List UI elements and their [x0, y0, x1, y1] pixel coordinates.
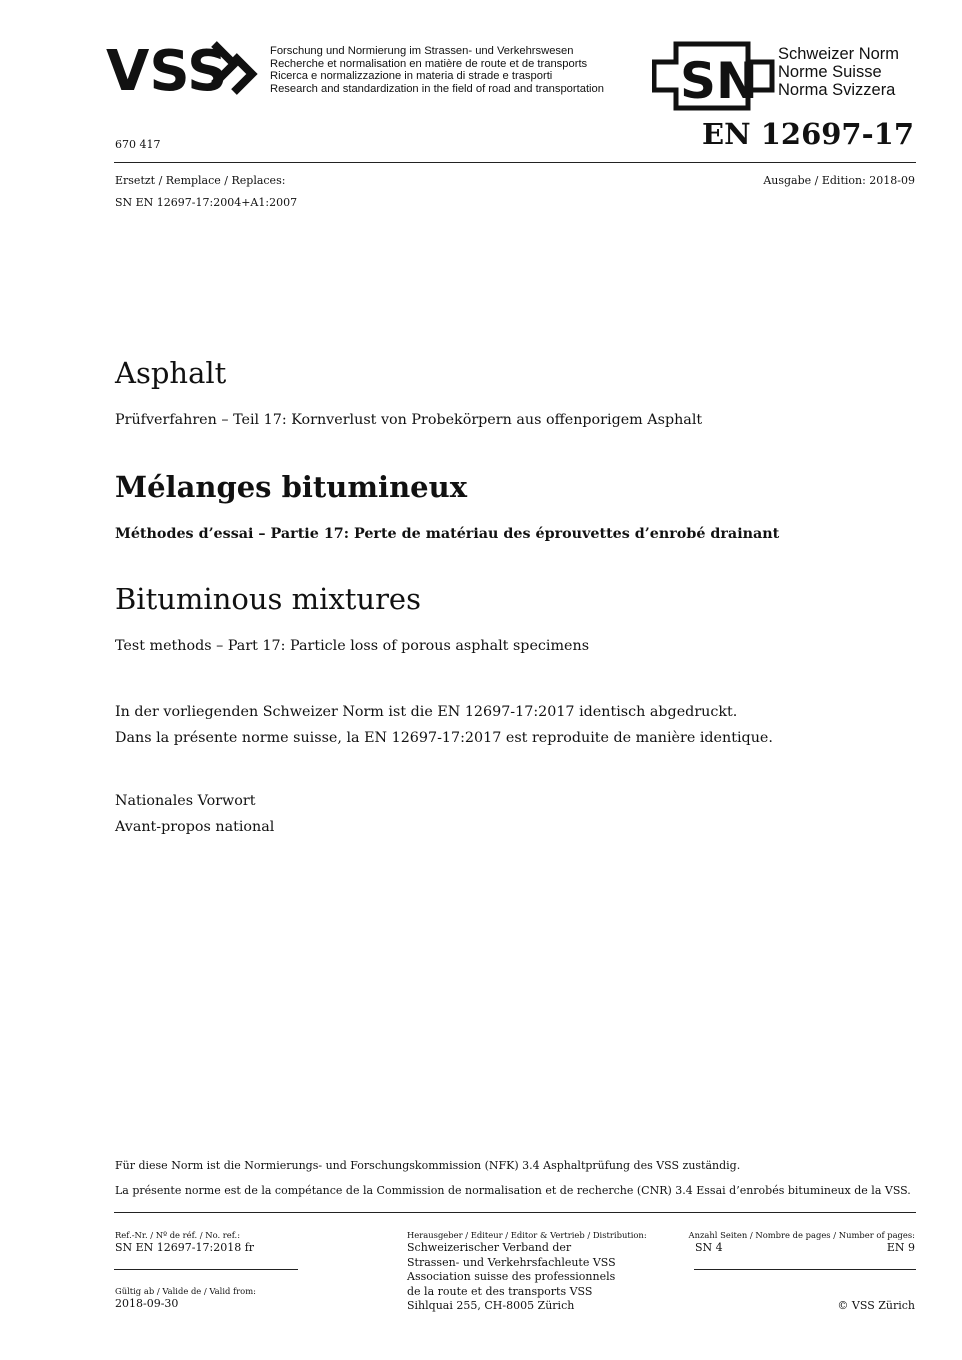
publisher-line: de la route et des transports VSS [407, 1284, 593, 1298]
page-count-divider [694, 1269, 916, 1270]
page-count-sn: SN 4 [695, 1241, 723, 1254]
tagline-line-it: Ricerca e normalizzazione in materia di strade e trasporti [270, 70, 553, 83]
page-count-en: EN 9 [886, 1241, 915, 1254]
title-french: Mélanges bitumineux [115, 470, 467, 504]
edition-date: Ausgabe / Edition: 2018-09 [763, 174, 915, 187]
publisher-line: Association suisse des professionnels [407, 1270, 616, 1284]
footer-divider [114, 1212, 916, 1213]
responsibility-note-german: Für diese Norm ist die Normierungs- und Forschungskommission (NFK) 3.4 Asphaltprüfung des VSS zuständig. [115, 1159, 741, 1172]
publisher-line: Sihlquai 255, CH-8005 Zürich [407, 1299, 575, 1313]
tagline-line-fr: Recherche et normalisation en matière de route et de transports [270, 57, 588, 70]
vss-logo [106, 38, 264, 100]
norm-name-it: Norma Svizzera [778, 81, 896, 99]
norm-name-fr: Norme Suisse [778, 63, 882, 81]
reference-label: Ref.-Nr. / Nº de réf. / No. ref.: [115, 1230, 241, 1240]
foreword-french: Avant-propos national [115, 819, 275, 835]
valid-from-label: Gültig ab / Valide de / Valid from: [115, 1286, 256, 1296]
subtitle-french: Méthodes d’essai – Partie 17: Perte de matériau des éprouvettes d’enrobé drainant [115, 526, 780, 542]
copyright-notice: © VSS Zürich [837, 1299, 915, 1312]
tagline-line-de: Forschung und Normierung im Strassen- und Verkehrswesen [270, 45, 574, 57]
identity-note-french: Dans la présente norme suisse, la EN 12697-17:2017 est reproduite de manière identique. [115, 730, 773, 746]
norm-names [778, 45, 899, 99]
reference-divider [114, 1269, 298, 1270]
sn-logo-text: SN [680, 52, 758, 110]
page-count-label: Anzahl Seiten / Nombre de pages / Number of pages: [688, 1230, 915, 1240]
publisher-line: Strassen- und Verkehrsfachleute VSS [407, 1255, 616, 1269]
publisher-label: Herausgeber / Editeur / Editor & Vertrieb / Distribution: [407, 1230, 647, 1240]
publisher-line: Schweizerischer Verband der [407, 1241, 572, 1254]
valid-from-value: 2018-09-30 [115, 1297, 179, 1310]
title-english: Bituminous mixtures [115, 582, 421, 616]
vss-logo-text: VSS [106, 39, 228, 100]
replaces-label: Ersetzt / Remplace / Replaces: [115, 174, 286, 187]
document-number: 670 417 [115, 138, 161, 151]
subtitle-english: Test methods – Part 17: Particle loss of porous asphalt specimens [115, 638, 590, 654]
standard-number: EN 12697-17 [702, 117, 914, 151]
foreword-german: Nationales Vorwort [115, 793, 256, 809]
tagline-line-en: Research and standardization in the field of road and transportation [270, 82, 604, 95]
subtitle-german: Prüfverfahren – Teil 17: Kornverlust von Probekörpern aus offenporigem Asphalt [115, 412, 703, 428]
replaces-value: SN EN 12697-17:2004+A1:2007 [115, 196, 298, 209]
header-divider [114, 162, 916, 163]
title-german: Asphalt [115, 356, 227, 390]
reference-value: SN EN 12697-17:2018 fr [115, 1241, 255, 1254]
vss-tagline [270, 45, 650, 95]
identity-note-german: In der vorliegenden Schweizer Norm ist die EN 12697-17:2017 identisch abgedruckt. [115, 704, 738, 720]
publisher-address [407, 1241, 616, 1314]
norm-name-de: Schweizer Norm [778, 45, 900, 63]
responsibility-note-french: La présente norme est de la compétance de la Commission de normalisation et de recherche (CNR) 3.4 Essai d’enrobés bitumineux de la VSS. [115, 1184, 911, 1197]
